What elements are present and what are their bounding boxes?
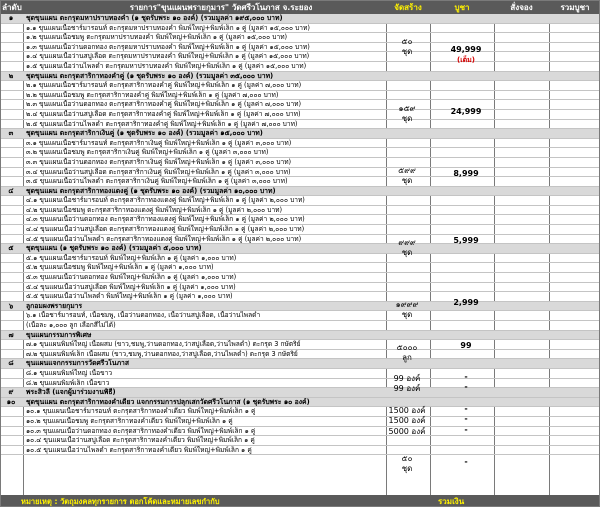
item-row [1, 446, 600, 456]
row-description: ๑๐.๓ ขุนแผนเนื้อว่านดอกทอง ตะกรุดสาริกาทองคำเดี่ยว พิมพ์ใหญ่+พิมพ์เล็ก ๑ คู่ [26, 426, 256, 435]
row-description: ๕.๓ ขุนแผนเนื้อว่านดอกทอง พิมพ์ใหญ่+พิมพ์เล็ก ๑ คู่ (มูลค่า ๑,๐๐๐ บาท) [26, 273, 237, 282]
price-9: - [464, 425, 468, 434]
item-row [1, 43, 600, 53]
row-number: ๙ [8, 388, 14, 397]
quantity-group-3: ๕๙๙ [398, 166, 416, 175]
row-number: ๖ [8, 301, 14, 310]
row-description: ๑๐.๔ ขุนแผนเนื้อว่านสบู่เลือด ตะกรุดสาริกาทองคำเดี่ยว พิมพ์ใหญ่+พิมพ์เล็ก ๑ คู่ [26, 436, 255, 445]
row-description: ชุดขุนแผน ตะกรุดสาริกาทองคำเดี่ยว แจกกรรมการปลุกเสกวัดศรีวโนภาส (๑ ชุดรับพระ ๑๐ องค์) [26, 397, 310, 406]
item-row [1, 263, 600, 273]
item-row [1, 273, 600, 283]
row-description: ๕.๒ ขุนแผนเนื้อชมพู พิมพ์ใหญ่+พิมพ์เล็ก ๑ คู่ (มูลค่า ๑,๐๐๐ บาท) [26, 263, 214, 272]
item-row [1, 235, 600, 245]
item-row [1, 196, 600, 206]
price-8-2: - [464, 414, 468, 423]
row-number: ๘ [8, 359, 14, 368]
group-row [1, 14, 600, 24]
total-label: รวมเงิน [438, 497, 465, 506]
quantity-7-1: 99 องค์ [393, 374, 421, 383]
table-footer [1, 495, 600, 507]
quantity-unit-5: ชุด [401, 310, 413, 319]
group-row [1, 331, 600, 341]
group-row [1, 129, 600, 139]
row-description: ๑.๓ ขุนแผนเนื้อว่านดอกทอง ตะกรุดมหาปราบทองคำ พิมพ์ใหญ่+พิมพ์เล็ก ๑ คู่ (มูลค่า ๑๕,๐๐๐ บาท) [26, 42, 310, 51]
item-row [1, 215, 600, 225]
row-description: ๑.๒ ขุนแผนเนื้อชมพู ตะกรุดมหาปราบทองคำ พิมพ์ใหญ่+พิมพ์เล็ก ๑ คู่ (มูลค่า ๑๕,๐๐๐ บาท) [26, 33, 288, 42]
row-description: ๗.๒ ขุนแผนพิมพ์เล็ก เนื้อผสม (ขาว,ชมพู,ว่านดอกทอง,ว่าสบู่เลือด,ว่านไพลดำ) ตะกรุด 3 กษัตริย์ [26, 349, 298, 358]
quantity-7-2: 99 องค์ [393, 384, 421, 393]
quantity-unit-10: ชุด [401, 464, 413, 473]
row-description: ๔.๓ ขุนแผนเนื้อว่านดอกทอง ตะกรุดสาริกาทองแดงคู่ พิมพ์ใหญ่+พิมพ์เล็ก ๑ คู่ (มูลค่า ๒,๐๐๐ บาท) [26, 215, 305, 224]
row-description: ๑๐.๑ ขุนแผนเนื้อชาร์มารอนท์ ตะกรุดสาริกาทองคำเดี่ยว พิมพ์ใหญ่+พิมพ์เล็ก ๑ คู่ [26, 407, 256, 416]
item-row [1, 100, 600, 110]
row-description: ขุนแผนกรรมการพิเศษ [26, 330, 92, 339]
row-description: พระสิวลี (แจกผู้มาร่วมงานพิธี) [26, 388, 116, 397]
quantity-unit-3: ชุด [401, 176, 413, 185]
group-row [1, 398, 600, 408]
header-no: ลำดับ [2, 3, 22, 12]
table-header [1, 1, 600, 15]
price-group-6: 99 [460, 341, 472, 350]
item-row [1, 340, 600, 350]
item-row [1, 417, 600, 427]
header-description: รายการ"ขุนแผนพรายกุมาร" วัดศรีวโนภาส จ.ระยอง [129, 3, 313, 12]
quantity-9: 5000 องค์ [388, 427, 426, 436]
item-row [1, 158, 600, 168]
quantity-8-1: 1500 องค์ [388, 406, 426, 415]
row-description: ๑.๑ ขุนแผนเนื้อชาร์มารอนท์ ตะกรุดมหาปราบทองคำ พิมพ์ใหญ่+พิมพ์เล็ก ๑ คู่ (มูลค่า ๑๕,๐๐๐ บาท) [26, 23, 310, 32]
item-row [1, 369, 600, 379]
row-description: ๒.๑ ขุนแผนเนื้อชาร์มารอนท์ ตะกรุดสาริกาทองคำคู่ พิมพ์ใหญ่+พิมพ์เล็ก ๑ คู่ (มูลค่า ๗,๐๐๐ บาท) [26, 81, 302, 90]
row-description: ๓.๔ ขุนแผนเนื้อว่านสบู่เลือด ตะกรุดสาริกาเงินคู่ พิมพ์ใหญ่+พิมพ์เล็ก ๑ คู่ (มูลค่า ๓,๐๐๐ บาท) [26, 167, 291, 176]
row-number: ๒ [8, 71, 14, 80]
price-8-1: - [464, 404, 468, 413]
group-row [1, 187, 600, 197]
row-description: ๕.๑ ขุนแผนเนื้อชาร์มารอนท์ พิมพ์ใหญ่+พิมพ์เล็ก ๑ คู่ (มูลค่า ๑,๐๐๐ บาท) [26, 253, 237, 262]
row-description: ๓.๕ ขุนแผนเนื้อว่านไพลดำ ตะกรุดสาริกาเงินคู่ พิมพ์ใหญ่+พิมพ์เล็ก ๑ คู่ (มูลค่า ๓,๐๐๐ บาท) [26, 177, 288, 186]
row-description: ๑๐.๕ ขุนแผนเนื้อว่านไพลดำ ตะกรุดสาริกาทองคำเดี่ยว พิมพ์ใหญ่+พิมพ์เล็ก ๑ คู่ [26, 445, 252, 454]
item-row [1, 407, 600, 417]
row-description: ๔.๒ ขุนแผนเนื้อชมพู ตะกรุดสาริกาทองแดงคู่ พิมพ์ใหญ่+พิมพ์เล็ก ๑ คู่ (มูลค่า ๒,๐๐๐ บาท) [26, 205, 283, 214]
row-description: ชุดขุนแผน ตะกรุดมหาปราบทองคำ (๑ ชุดรับพระ ๑๐ องค์) (รวมมูลค่า ๑๙๕,๐๐๐ บาท) [26, 14, 283, 22]
item-row [1, 177, 600, 187]
quantity-group-2: ๑๕๙ [398, 104, 416, 113]
item-row [1, 62, 600, 72]
price-group-3: 8,999 [453, 169, 479, 178]
group-row [1, 388, 600, 398]
row-description: ขุนแผนแจกกรรมการวัดศรีวโนภาส [26, 359, 130, 368]
row-number: ๕ [8, 244, 14, 253]
row-description: ๑.๔ ขุนแผนเนื้อว่านสบู่เลือด ตะกรุดมหาปราบทองคำ พิมพ์ใหญ่+พิมพ์เล็ก ๑ คู่ (มูลค่า ๑๕,๐๐๐ บาท) [26, 52, 310, 61]
price-group-10: - [464, 457, 468, 466]
item-row [1, 254, 600, 264]
price-7-1: - [464, 372, 468, 381]
group-row [1, 72, 600, 82]
quantity-group-1: ๕๐ [401, 37, 413, 46]
row-description: ๓.๑ ขุนแผนเนื้อชาร์มารอนท์ ตะกรุดสาริกาเงินคู่ พิมพ์ใหญ่+พิมพ์เล็ก ๑ คู่ (มูลค่า ๓,๐๐๐ บาท) [26, 138, 292, 147]
row-number: ๓ [8, 129, 14, 138]
row-description: ชุดขุนแผน ตะกรุดสาริกาเงินคู่ (๑ ชุดรับพระ ๑๐ องค์) (รวมมูลค่า ๑๕,๐๐๐ บาท) [26, 129, 263, 138]
item-row [1, 91, 600, 101]
quantity-8-2: 1500 องค์ [388, 416, 426, 425]
row-description: ลูกอมผงพรายกุมาร [26, 301, 83, 310]
quantity-unit-4: ชุด [401, 248, 413, 257]
row-description: ชุดขุนแผน ตะกรุดสาริกาทองแดงคู่ (๑ ชุดรับพระ ๑๐ องค์) (รวมมูลค่า ๑๐,๐๐๐ บาท) [26, 186, 276, 195]
row-description: ๔.๔ ขุนแผนเนื้อว่านสบู่เลือด ตะกรุดสาริกาทองแดงคู่ พิมพ์ใหญ่+พิมพ์เล็ก ๑ คู่ (มูลค่า ๒,๐๐๐ บาท) [26, 225, 305, 234]
item-row [1, 139, 600, 149]
price-group-2: 24,999 [450, 107, 482, 116]
row-description: ๕.๔ ขุนแผนเนื้อว่านสบู่เลือด พิมพ์ใหญ่+พิมพ์เล็ก ๑ คู่ (มูลค่า ๑,๐๐๐ บาท) [26, 282, 236, 291]
price-group-1: 49,999 [450, 45, 482, 54]
quantity-unit-6: ลูก [402, 353, 412, 362]
header-quantity: จัดสร้าง [394, 3, 422, 12]
quantity-group-6: ๕๐๐๐ [396, 343, 418, 352]
quantity-unit-1: ชุด [401, 47, 413, 56]
header-price: บูชา [454, 3, 470, 12]
item-row [1, 110, 600, 120]
item-row [1, 379, 600, 389]
row-description: ชุดขุนแผน (๑ ชุดรับพระ ๑๐ องค์) (รวมมูลค่า ๕,๐๐๐ บาท) [26, 244, 202, 253]
price-7-2: - [464, 382, 468, 391]
item-row [1, 283, 600, 293]
row-description: ๒.๔ ขุนแผนเนื้อว่านสบู่เลือด ตะกรุดสาริกาทองคำคู่ พิมพ์ใหญ่+พิมพ์เล็ก ๑ คู่ (มูลค่า ๗,๐๐๐ บาท) [26, 109, 301, 118]
price-group-5: 2,999 [453, 298, 479, 307]
group-row [1, 244, 600, 254]
row-description: ๒.๕ ขุนแผนเนื้อว่านไพลดำ ตะกรุดสาริกาทองคำคู่ พิมพ์ใหญ่+พิมพ์เล็ก ๑ คู่ (มูลค่า ๗,๐๐๐ บาท) [26, 119, 298, 128]
row-description: ๑๐.๒ ขุนแผนเนื้อชมพู ตะกรุดสาริกาทองคำเดี่ยว พิมพ์ใหญ่+พิมพ์เล็ก ๑ คู่ [26, 416, 233, 425]
header-total: รวมบูชา [560, 3, 590, 12]
item-row [1, 24, 600, 34]
row-number: ๑ [8, 14, 14, 22]
row-number: ๗ [8, 330, 14, 339]
item-row [1, 225, 600, 235]
row-description: ๘.๑ ขุนแผนพิมพ์ใหญ่ เนื้อขาว [26, 368, 113, 377]
row-description: ๓.๒ ขุนแผนเนื้อชมพู ตะกรุดสาริกาเงินคู่ พิมพ์ใหญ่+พิมพ์เล็ก ๑ คู่ (มูลค่า ๓,๐๐๐ บาท) [26, 148, 269, 157]
row-description: ๓.๓ ขุนแผนเนื้อว่านดอกทอง ตะกรุดสาริกาเงินคู่ พิมพ์ใหญ่+พิมพ์เล็ก ๑ คู่ (มูลค่า ๓,๐๐๐ บาท) [26, 157, 292, 166]
price-group-4: 5,999 [453, 236, 479, 245]
row-description: ๒.๒ ขุนแผนเนื้อชมพู ตะกรุดสาริกาทองคำคู่ พิมพ์ใหญ่+พิมพ์เล็ก ๑ คู่ (มูลค่า ๗,๐๐๐ บาท) [26, 90, 279, 99]
header-order: สั่งจอง [510, 3, 533, 12]
item-row [1, 311, 600, 321]
item-row [1, 168, 600, 178]
quantity-group-5: ๑๙๙๙ [395, 300, 419, 309]
item-row [1, 120, 600, 130]
item-row [1, 436, 600, 446]
row-description: ๕.๕ ขุนแผนเนื้อว่านไพลดำ พิมพ์ใหญ่+พิมพ์เล็ก ๑ คู่ (มูลค่า ๑,๐๐๐ บาท) [26, 292, 233, 301]
row-number: ๑๐ [6, 397, 16, 406]
footer-note: หมายเหตุ : วัตถุมงคลทุกรายการ ตอกโค้ดและหมายเลขกำกับ [21, 497, 220, 506]
quantity-unit-2: ชุด [401, 114, 413, 123]
row-description: ๔.๑ ขุนแผนเนื้อชาร์มารอนท์ ตะกรุดสาริกาทองแดงคู่ พิมพ์ใหญ่+พิมพ์เล็ก ๑ คู่ (มูลค่า ๒,๐๐๐ บาท) [26, 196, 305, 205]
row-description: ๘.๒ ขุนแผนพิมพ์เล็ก เนื้อขาว [26, 378, 110, 387]
item-row [1, 52, 600, 62]
row-description: ๔.๕ ขุนแผนเนื้อว่านไพลดำ ตะกรุดสาริกาทองแดงคู่ พิมพ์ใหญ่+พิมพ์เล็ก ๑ คู่ (มูลค่า ๒,๐๐๐ บาท) [26, 234, 302, 243]
row-number: ๔ [8, 186, 14, 195]
item-row [1, 427, 600, 437]
group-row [1, 302, 600, 312]
group-row [1, 359, 600, 369]
row-description: ๖.๑ เนื้อชาร์มารอนท์, เนื้อชมพู, เนื้อว่านดอกทอง, เนื้อว่านสบู่เลือด, เนื้อว่านไพลดำ [26, 311, 261, 320]
item-row [1, 292, 600, 302]
row-description: ๗.๑ ขุนแผนพิมพ์ใหญ่ เนื้อผสม (ขาว,ชมพู,ว่านดอกทอง,ว่าสบู่เลือด,ว่านไพลดำ) ตะกรุด 3 กษัตริย์ [26, 340, 301, 349]
row-description: ๒.๓ ขุนแผนเนื้อว่านดอกทอง ตะกรุดสาริกาทองคำคู่ พิมพ์ใหญ่+พิมพ์เล็ก ๑ คู่ (มูลค่า ๗,๐๐๐ บาท) [26, 100, 302, 109]
item-row [1, 33, 600, 43]
price-note-1: (เต็ม) [457, 56, 475, 64]
row-description: (เนื้อละ ๑,๐๐๐ ลูก เลือกสีไม่ได้) [26, 321, 116, 329]
quantity-group-10: ๕๐ [401, 454, 413, 463]
row-description: ชุดขุนแผน ตะกรุดสาริกาทองคำคู่ (๑ ชุดรับพระ ๑๐ องค์) (รวมมูลค่า ๓๕,๐๐๐ บาท) [26, 71, 274, 80]
row-description: ๑.๕ ขุนแผนเนื้อว่านไพลดำ ตะกรุดมหาปราบทองคำ พิมพ์ใหญ่+พิมพ์เล็ก ๑ คู่ (มูลค่า ๑๕,๐๐๐ บาท) [26, 61, 307, 70]
item-row [1, 350, 600, 360]
item-row [1, 206, 600, 216]
item-row [1, 81, 600, 91]
item-row [1, 148, 600, 158]
quantity-group-4: ๙๙๙ [398, 238, 416, 247]
item-row [1, 321, 600, 331]
table-body [1, 14, 600, 455]
